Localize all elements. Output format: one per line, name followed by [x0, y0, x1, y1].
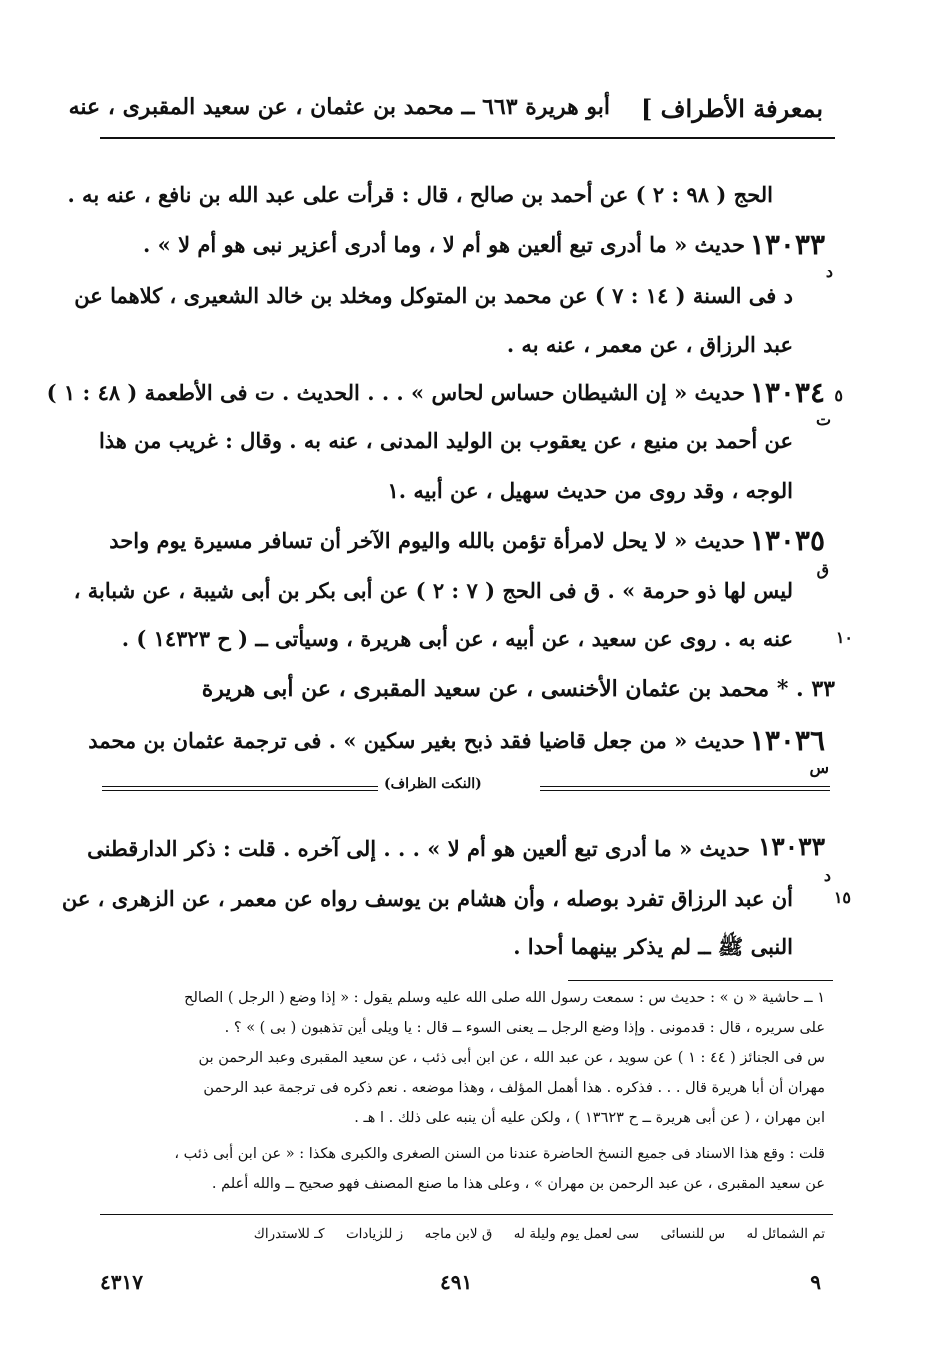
hadith-text: حديث « إن الشيطان حساس لحاس » . . . الحديث . ت فى الأطعمة ( ٤٨ : ١ ): [46, 380, 745, 405]
text-line: النبى ﷺ ــ لم يذكر بينهما أحدا .: [513, 934, 793, 959]
footnote-line: ١ ــ حاشية « ن » : حديث س : سمعت رسول الله صلى الله عليه وسلم يقول : « إذا وضع ( الرجل ) الصالح: [184, 990, 825, 1006]
hadith-text: حديث « لا يحل لامرأة تؤمن بالله واليوم الآخر أن تسافر مسيرة يوم واحد: [109, 528, 745, 553]
text-line: الوجه ، وقد روى من حديث سهيل ، عن أبيه .١: [387, 478, 793, 503]
hadith-number: ١٣٠٣٦: [749, 724, 825, 757]
footnote-rule: [568, 980, 833, 981]
text-line: حديث « ما أدرى تبع ألعين هو أم لا » . . . إلى آخره . قلت : ذكر الدارقطنى: [87, 836, 750, 861]
hadith-text: حديث « من جعل قاضيا فقد ذبح بغير سكين » . فى ترجمة عثمان بن محمد: [88, 728, 745, 753]
header-running-title: أبو هريرة ٦٦٣ ــ محمد بن عثمان ، عن سعيد المقبرى ، عنه: [68, 94, 610, 120]
footnote-line: ابن مهران ، ( عن أبى هريرة ــ ح ١٣٦٢٣ ) ، ولكن عليه أن ينبه على ذلك . ا هـ .: [354, 1110, 825, 1126]
text-line: د فى السنة ( ١٤ : ٧ ) عن محمد بن المتوكل ومخلد بن خالد الشعيرى ، كلاهما عن: [74, 283, 793, 308]
margin-line-number: ١٥: [833, 888, 851, 907]
header-rule: [100, 137, 835, 139]
footnote-line: س فى الجنائز ( ٤٤ : ١ ) عن سويد ، عن عبد الله ، عن ابن أبى ذئب ، عن سعيد المقبرى وعبد الرحمن بن: [198, 1050, 825, 1066]
margin-line-number: ١٠: [835, 628, 853, 647]
text-line: ليس لها ذو حرمة » . ق فى الحج ( ٧ : ٢ ) عن أبى بكر بن أبى شيبة ، عن شبابة ،: [73, 578, 793, 603]
hadith-number: ١٣٠٣٤: [749, 376, 825, 409]
nukat-bracket-close: ): [384, 776, 391, 792]
section-title: ٣٣ . * محمد بن عثمان الأخنسى ، عن سعيد المقبرى ، عن أبى هريرة: [201, 676, 835, 702]
text-line: عنه به . روى عن سعيد ، عن أبيه ، عن أبى هريرة ، وسيأتى ــ ( ح ١٤٣٢٣ ) .: [121, 626, 793, 651]
divider-right: [540, 786, 830, 791]
siglum-legend: تم الشمائل له س للنسائى سى لعمل يوم وليلة له ق لابن ماجه ز للزيادات كـ للاستدراك: [253, 1226, 825, 1242]
margin-siglum: ق: [816, 560, 829, 579]
footnote-line: عن سعيد المقبرى ، عن عبد الرحمن بن مهران » ، وعلى هذا ما صنع المصنف فهو صحيح ــ والله أعلم .: [211, 1176, 825, 1192]
footnote-line: قلت : وقع هذا الاسناد فى جميع النسخ الحاضرة عندنا من السنن الصغرى والكبرى هكذا : « عن ابن أبى ذئب ،: [174, 1146, 825, 1162]
footnote-line: على سريره ، قال : قدمونى . وإذا وضع الرجل ــ يعنى السوء ــ قال : يا ويلى أين تذهبون ( بى ) » ؟ .: [224, 1020, 825, 1036]
hadith-number: ١٣٠٣٣: [749, 228, 825, 261]
footnote-line: مهران أن أبا هريرة قال . . . فذكره . هذا أهمل المؤلف ، وهذا موضعه . نعم ذكره فى ترجمة عبد الرحمن: [203, 1080, 825, 1096]
margin-siglum: س: [809, 758, 829, 777]
margin-siglum: د: [825, 262, 833, 281]
hadith-text: حديث « ما أدرى تبع ألعين هو أم لا ، وما أدرى أعزير نبى هو أم لا » .: [143, 232, 745, 257]
text-line: عن أحمد بن منيع ، عن يعقوب بن الوليد المدنى ، عنه به . وقال : غريب من هذا: [98, 428, 793, 453]
page-number: ٤٩١: [440, 1270, 473, 1294]
hadith-number: ١٣٠٣٣: [757, 832, 825, 861]
legend-rule: [100, 1214, 833, 1215]
footer-hadith-count: ٤٣١٧: [100, 1270, 143, 1294]
margin-siglum: ت: [815, 410, 831, 429]
text-line: الحج ( ٩٨ : ٢ ) عن أحمد بن صالح ، قال : قرأت على عبد الله بن نافع ، عنه به .: [67, 182, 773, 207]
divider-left: [102, 786, 378, 791]
nukat-bracket-open: (: [475, 776, 482, 792]
text-line: أن عبد الرزاق تفرد بوصله ، وأن هشام بن يوسف رواه عن معمر ، عن الزهرى ، عن: [61, 886, 793, 911]
nukat-label: [384, 776, 482, 792]
text-line: عبد الرزاق ، عن معمر ، عنه به .: [506, 332, 793, 357]
hadith-number: ١٣٠٣٥: [749, 524, 825, 557]
footer-volume-number: ٩: [810, 1270, 821, 1294]
margin-siglum: د: [823, 866, 831, 885]
header-title-right: بمعرفة الأطراف ]: [640, 94, 823, 123]
margin-line-number: ٥: [834, 386, 843, 405]
nukat-label-text: النكت الظراف: [390, 776, 476, 792]
